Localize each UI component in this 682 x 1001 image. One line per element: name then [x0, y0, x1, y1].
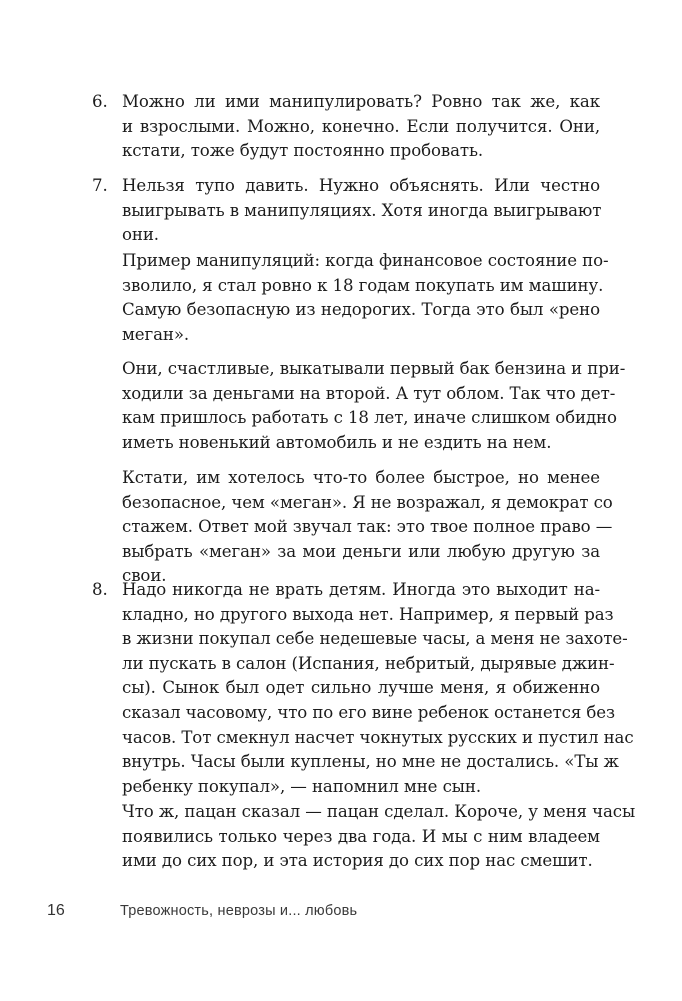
text-line: Надо никогда не врать детям. Иногда это выходит на-	[122, 580, 600, 599]
text-line: иметь новенький автомобиль и не ездить на нем.	[122, 432, 552, 452]
paragraph-conclusion	[122, 800, 636, 874]
running-title: Тревожность, неврозы и... любовь	[120, 903, 358, 919]
text-line: свои.	[122, 566, 167, 586]
text-line: ребенку покупал», — напомнил мне сын.	[122, 776, 482, 796]
list-number: 6.	[92, 92, 108, 111]
text-line: в жизни покупал себе недешевые часы, а меня не захоте-	[122, 629, 628, 649]
text-line: кладно, но другого выхода нет. Например, я первый раз	[122, 604, 614, 624]
text-line: Кстати, им хотелось что-то более быстрое, но менее	[122, 468, 600, 487]
text-line: они.	[122, 225, 159, 245]
text-line: Самую безопасную из недорогих. Тогда это был «рено	[122, 300, 600, 320]
text-line: внутрь. Часы были куплены, но мне не достались. «Ты ж	[122, 752, 619, 772]
text-line: кстати, тоже будут постоянно пробовать.	[122, 141, 484, 161]
text-line: зволило, я стал ровно к 18 годам покупать им машину.	[122, 275, 604, 295]
paragraph-example	[122, 249, 609, 347]
text-line: выбрать «меган» за мои деньги или любую другую за	[122, 541, 600, 561]
text-line: Пример манипуляций: когда финансовое состояние по-	[122, 251, 609, 270]
text-line: и взрослыми. Можно, конечно. Если получится. Они,	[122, 116, 600, 136]
text-line: безопасное, чем «меган». Я не возражал, я демократ со	[122, 492, 613, 512]
list-number: 7.	[92, 176, 108, 195]
text-line: выигрывать в манипуляциях. Хотя иногда выигрывают	[122, 200, 602, 220]
text-line: кам пришлось работать с 18 лет, иначе слишком обидно	[122, 408, 617, 428]
text-line: ходили за деньгами на второй. А тут облом. Так что дет-	[122, 383, 616, 403]
text-line: ими до сих пор, и эта история до сих пор нас смешит.	[122, 851, 593, 871]
list-number: 8.	[92, 580, 108, 599]
text-line: сказал часовому, что по его вине ребенок останется без	[122, 702, 615, 722]
text-line: Они, счастливые, выкатывали первый бак бензина и при-	[122, 359, 626, 378]
text-line: часов. Тот смекнул насчет чокнутых русских и пустил нас	[122, 727, 634, 747]
text-line: меган».	[122, 324, 190, 344]
text-line: Что ж, пацан сказал — пацан сделал. Короче, у меня часы	[122, 802, 636, 821]
text-line: Нельзя тупо давить. Нужно объяснять. Или честно	[122, 176, 600, 195]
page-number: 16	[47, 902, 65, 919]
text-line: появились только через два года. И мы с ним владеем	[122, 826, 600, 846]
paragraph-happy	[122, 357, 626, 455]
text-line: ли пускать в салон (Испания, небритый, дырявые джин-	[122, 653, 615, 673]
text-line: стажем. Ответ мой звучал так: это твое полное право —	[122, 517, 613, 537]
paragraph-by-the-way	[122, 466, 613, 589]
text-line: сы). Сынок был одет сильно лучше меня, я обиженно	[122, 678, 600, 698]
text-line: Можно ли ими манипулировать? Ровно так же, как	[122, 92, 600, 111]
